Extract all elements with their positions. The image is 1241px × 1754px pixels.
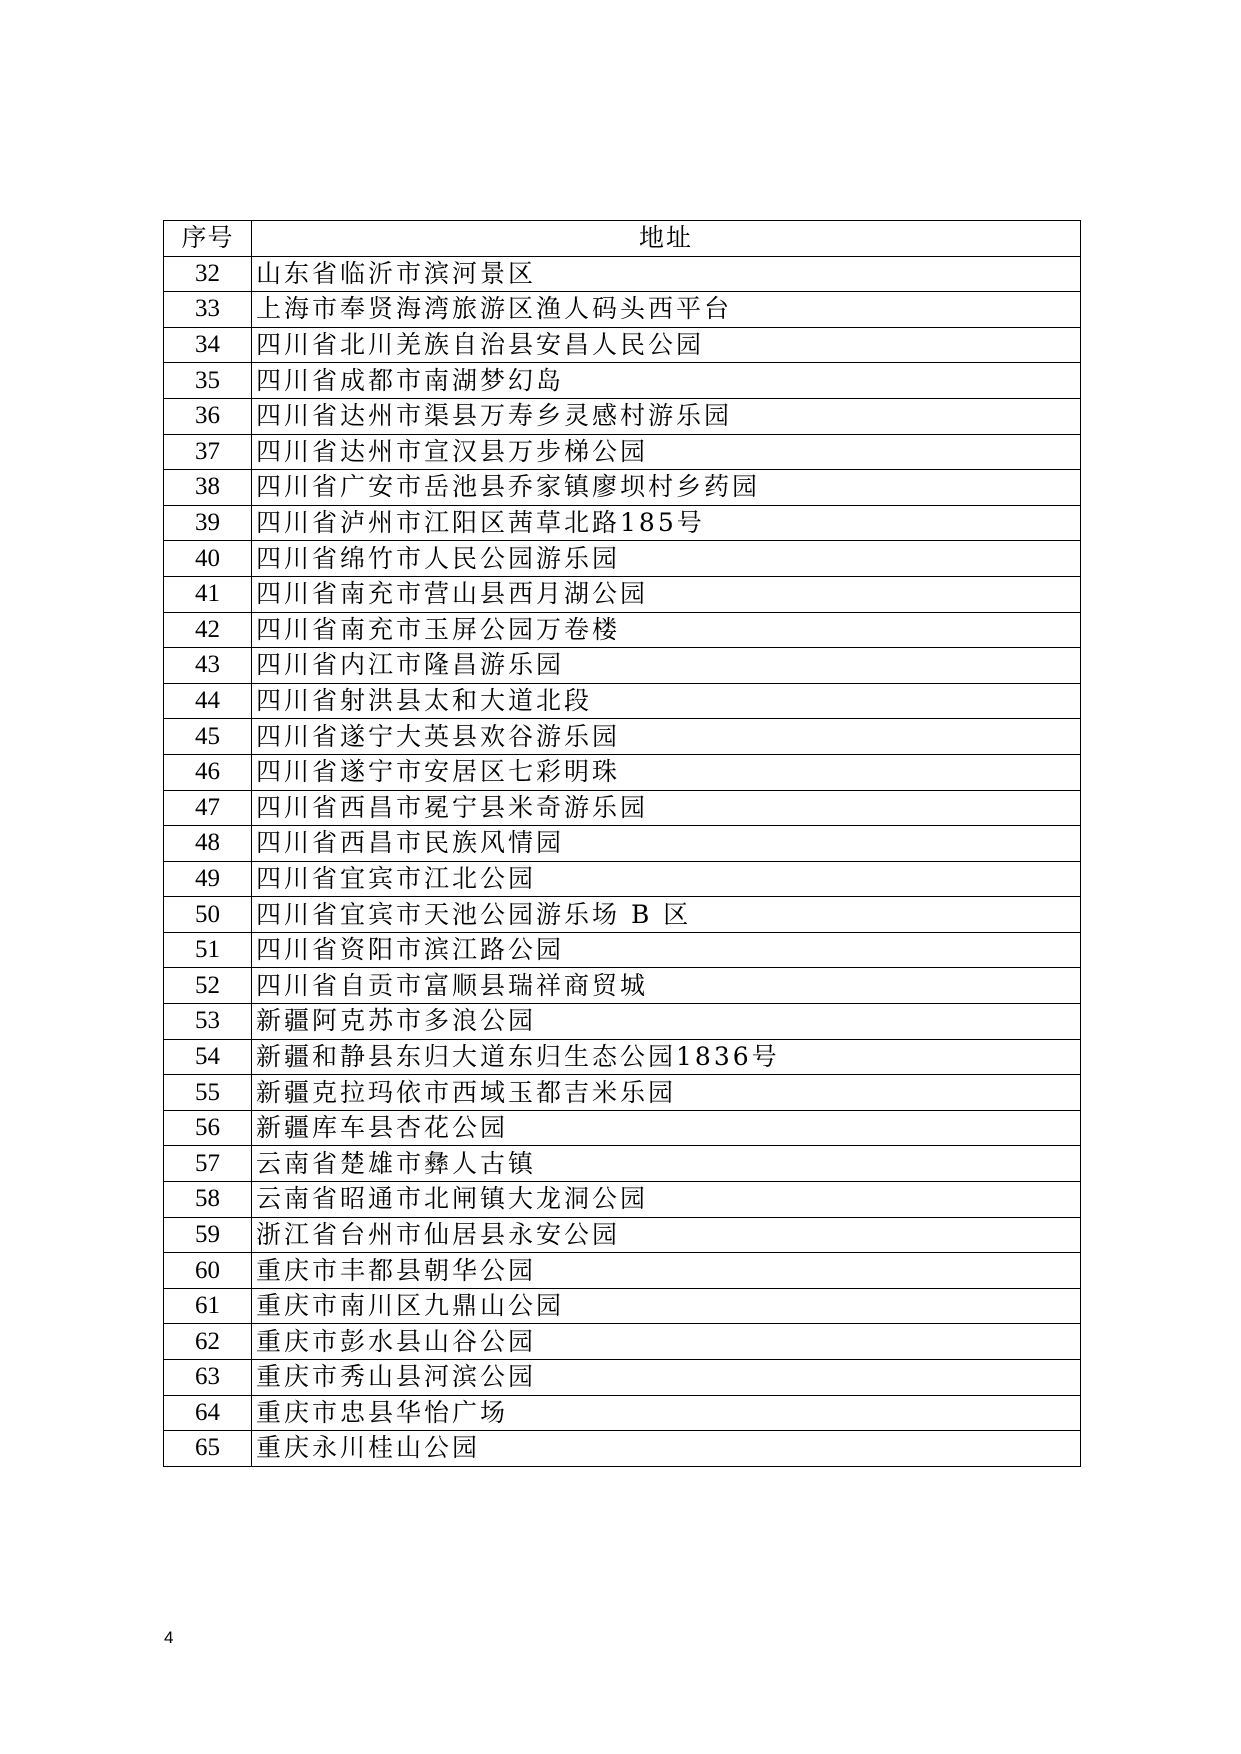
row-address: 重庆市南川区九鼎山公园 xyxy=(252,1288,1081,1324)
row-address: 重庆市秀山县河滨公园 xyxy=(252,1360,1081,1396)
row-address: 四川省南充市玉屏公园万卷楼 xyxy=(252,612,1081,648)
row-address: 四川省北川羌族自治县安昌人民公园 xyxy=(252,327,1081,363)
table-row xyxy=(164,1395,1081,1431)
table-row xyxy=(164,932,1081,968)
row-seq: 48 xyxy=(164,826,252,862)
table-row xyxy=(164,861,1081,897)
row-seq: 34 xyxy=(164,327,252,363)
table-row xyxy=(164,648,1081,684)
table-row xyxy=(164,1217,1081,1253)
row-address: 四川省自贡市富顺县瑞祥商贸城 xyxy=(252,968,1081,1004)
row-seq: 53 xyxy=(164,1004,252,1040)
row-seq: 44 xyxy=(164,683,252,719)
row-seq: 59 xyxy=(164,1217,252,1253)
row-seq: 38 xyxy=(164,470,252,506)
row-seq: 36 xyxy=(164,398,252,434)
row-address: 四川省绵竹市人民公园游乐园 xyxy=(252,541,1081,577)
row-seq: 55 xyxy=(164,1075,252,1111)
table-row xyxy=(164,256,1081,292)
header-address: 地址 xyxy=(252,221,1081,257)
row-address: 四川省资阳市滨江路公园 xyxy=(252,932,1081,968)
header-seq: 序号 xyxy=(164,221,252,257)
row-address: 四川省成都市南湖梦幻岛 xyxy=(252,363,1081,399)
row-seq: 37 xyxy=(164,434,252,470)
row-address: 四川省内江市隆昌游乐园 xyxy=(252,648,1081,684)
row-address: 四川省达州市渠县万寿乡灵感村游乐园 xyxy=(252,398,1081,434)
row-address: 四川省西昌市民族风情园 xyxy=(252,826,1081,862)
table-row xyxy=(164,897,1081,933)
row-address: 四川省达州市宣汉县万步梯公园 xyxy=(252,434,1081,470)
row-seq: 41 xyxy=(164,576,252,612)
table-row xyxy=(164,1288,1081,1324)
row-seq: 42 xyxy=(164,612,252,648)
table-row xyxy=(164,790,1081,826)
row-seq: 45 xyxy=(164,719,252,755)
row-address: 重庆市忠县华怡广场 xyxy=(252,1395,1081,1431)
row-address: 新疆库车县杏花公园 xyxy=(252,1110,1081,1146)
row-address: 四川省遂宁大英县欢谷游乐园 xyxy=(252,719,1081,755)
row-seq: 64 xyxy=(164,1395,252,1431)
row-address: 四川省宜宾市天池公园游乐场 B 区 xyxy=(252,897,1081,933)
table-row xyxy=(164,1110,1081,1146)
table-header xyxy=(164,221,1081,257)
row-seq: 33 xyxy=(164,292,252,328)
table-row xyxy=(164,719,1081,755)
row-seq: 58 xyxy=(164,1182,252,1218)
row-address: 云南省楚雄市彝人古镇 xyxy=(252,1146,1081,1182)
row-address: 山东省临沂市滨河景区 xyxy=(252,256,1081,292)
row-address: 四川省泸州市江阳区茜草北路185号 xyxy=(252,505,1081,541)
table-row xyxy=(164,363,1081,399)
row-address: 重庆市丰都县朝华公园 xyxy=(252,1253,1081,1289)
row-seq: 35 xyxy=(164,363,252,399)
table-row xyxy=(164,541,1081,577)
row-seq: 43 xyxy=(164,648,252,684)
row-seq: 61 xyxy=(164,1288,252,1324)
row-seq: 47 xyxy=(164,790,252,826)
table-row xyxy=(164,434,1081,470)
row-address: 四川省广安市岳池县乔家镇廖坝村乡药园 xyxy=(252,470,1081,506)
row-seq: 56 xyxy=(164,1110,252,1146)
row-seq: 63 xyxy=(164,1360,252,1396)
row-seq: 65 xyxy=(164,1431,252,1467)
table-row xyxy=(164,1431,1081,1467)
row-address: 浙江省台州市仙居县永安公园 xyxy=(252,1217,1081,1253)
table-row xyxy=(164,612,1081,648)
row-address: 新疆和静县东归大道东归生态公园1836号 xyxy=(252,1039,1081,1075)
table-row xyxy=(164,826,1081,862)
table-row xyxy=(164,683,1081,719)
table-row xyxy=(164,327,1081,363)
table-row xyxy=(164,1182,1081,1218)
row-seq: 39 xyxy=(164,505,252,541)
row-address: 四川省宜宾市江北公园 xyxy=(252,861,1081,897)
table-row xyxy=(164,1146,1081,1182)
row-seq: 62 xyxy=(164,1324,252,1360)
table-row xyxy=(164,292,1081,328)
row-seq: 51 xyxy=(164,932,252,968)
page-number: 4 xyxy=(164,1628,174,1647)
row-address: 重庆市彭水县山谷公园 xyxy=(252,1324,1081,1360)
table-body xyxy=(164,256,1081,1466)
row-address: 四川省西昌市冕宁县米奇游乐园 xyxy=(252,790,1081,826)
row-address: 四川省射洪县太和大道北段 xyxy=(252,683,1081,719)
table-row xyxy=(164,754,1081,790)
table-row xyxy=(164,398,1081,434)
row-seq: 60 xyxy=(164,1253,252,1289)
table-row xyxy=(164,968,1081,1004)
table-row xyxy=(164,470,1081,506)
row-address: 上海市奉贤海湾旅游区渔人码头西平台 xyxy=(252,292,1081,328)
row-seq: 40 xyxy=(164,541,252,577)
row-seq: 49 xyxy=(164,861,252,897)
table-row xyxy=(164,1360,1081,1396)
table-row xyxy=(164,576,1081,612)
row-seq: 57 xyxy=(164,1146,252,1182)
row-seq: 46 xyxy=(164,754,252,790)
table-row xyxy=(164,505,1081,541)
row-seq: 54 xyxy=(164,1039,252,1075)
row-seq: 50 xyxy=(164,897,252,933)
address-table xyxy=(163,220,1081,1467)
row-address: 新疆克拉玛依市西域玉都吉米乐园 xyxy=(252,1075,1081,1111)
table-row xyxy=(164,1253,1081,1289)
table-row xyxy=(164,1004,1081,1040)
header-row xyxy=(164,221,1081,257)
row-address: 新疆阿克苏市多浪公园 xyxy=(252,1004,1081,1040)
row-address: 四川省遂宁市安居区七彩明珠 xyxy=(252,754,1081,790)
table-row xyxy=(164,1324,1081,1360)
row-address: 四川省南充市营山县西月湖公园 xyxy=(252,576,1081,612)
row-seq: 32 xyxy=(164,256,252,292)
row-address: 云南省昭通市北闸镇大龙洞公园 xyxy=(252,1182,1081,1218)
table-row xyxy=(164,1075,1081,1111)
row-address: 重庆永川桂山公园 xyxy=(252,1431,1081,1467)
table-row xyxy=(164,1039,1081,1075)
row-seq: 52 xyxy=(164,968,252,1004)
